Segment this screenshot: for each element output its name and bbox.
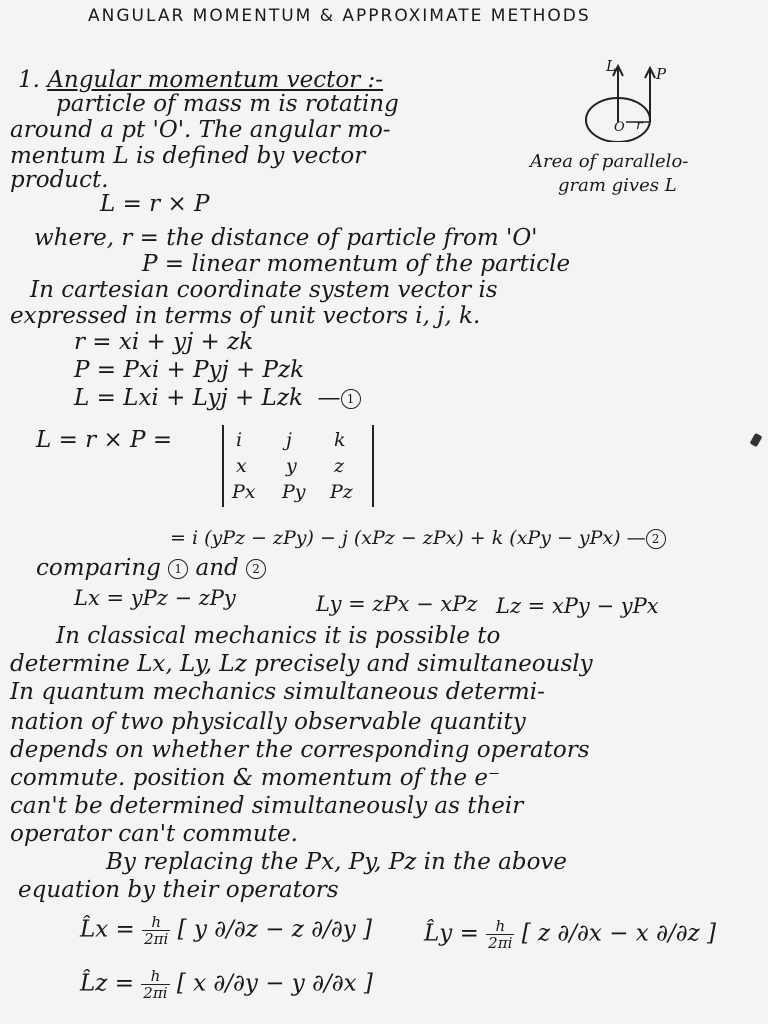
text-line: By replacing the Px, Py, Pz in the above: [106, 849, 568, 875]
equation-l-text: L = Lxi + Lyj + Lzk: [74, 385, 303, 411]
text-line: depends on whether the corresponding operators: [10, 737, 590, 763]
text-line: P = linear momentum of the particle: [142, 251, 571, 277]
figure-l-label: L: [606, 57, 616, 75]
figure-o-label: O: [614, 120, 625, 135]
section-number: 1.: [18, 67, 40, 93]
equation-ref-1: 1: [168, 559, 188, 579]
det-cell: i: [236, 429, 243, 451]
det-cell: y: [286, 455, 297, 477]
fraction-h-over-2pi: $\frac{h}{2\pi i}$: [143, 967, 168, 1002]
determinant-matrix: [222, 425, 374, 507]
fraction-h-over-2pi: $\frac{h}{2\pi i}$: [144, 913, 169, 948]
equation-lx: Lx = yPz − zPy: [74, 586, 236, 610]
text-line: In classical mechanics it is possible to: [56, 623, 501, 649]
operator-lz-lhs: L̂z =: [80, 970, 134, 997]
figure-r-label: r: [636, 118, 643, 133]
text-line: determine Lx, Ly, Lz precisely and simultaneously: [10, 651, 593, 677]
text-line: particle of mass m is rotating: [56, 91, 399, 117]
page-title: ANGULAR MOMENTUM & APPROXIMATE METHODS: [88, 6, 591, 26]
equation-number-2: 2: [646, 529, 666, 549]
text-line: operator can't commute.: [10, 821, 298, 847]
text-line: where, r = the distance of particle from 'O': [34, 225, 538, 251]
figure-p-label: P: [656, 65, 667, 83]
equation-ref-2: 2: [246, 559, 266, 579]
operator-lx-rhs: [ y ∂/∂z − z ∂/∂y ]: [177, 916, 373, 943]
equation-l-cross: L = r × P: [100, 191, 210, 217]
equation-p: P = Pxi + Pyj + Pzk: [74, 357, 305, 383]
equation-cross-product: L = r × P =: [36, 427, 173, 453]
det-cell: z: [334, 455, 345, 477]
figure-caption-line-1: Area of parallelo-: [530, 151, 689, 172]
det-cell: k: [334, 429, 346, 451]
text-line: In quantum mechanics simultaneous determi-: [10, 679, 545, 705]
equation-r: r = xi + yj + zk: [74, 329, 254, 355]
text-line: around a pt 'O'. The angular mo-: [10, 117, 391, 143]
equation-expansion: = i (yPz − zPy) − j (xPz − zPx) + k (xPy − yPx) — 2: [170, 524, 666, 552]
text-line: commute. position & momentum of the e⁻: [10, 765, 501, 791]
text-line: nation of two physically observable quantity: [10, 709, 526, 735]
det-cell: Pz: [330, 481, 353, 503]
comparing-and: and: [195, 555, 239, 581]
text-line: expressed in terms of unit vectors i, j, k.: [10, 303, 481, 329]
det-cell: Py: [282, 481, 306, 503]
det-cell: x: [236, 455, 247, 477]
det-cell: Px: [232, 481, 256, 503]
ink-blot: [750, 433, 763, 447]
det-cell: j: [286, 429, 292, 451]
text-line: mentum L is defined by vector: [10, 143, 366, 169]
equation-lz: Lz = xPy − yPx: [496, 594, 659, 618]
figure-caption-line-2: gram gives L: [558, 175, 677, 196]
fraction-h-over-2pi: $\frac{h}{2\pi i}$: [488, 917, 513, 952]
operator-ly-rhs: [ z ∂/∂x − x ∂/∂z ]: [521, 920, 717, 947]
section-heading-text: Angular momentum vector :-: [47, 67, 384, 93]
text-line: equation by their operators: [18, 877, 339, 903]
operator-lz: [80, 968, 373, 1001]
operator-lx-lhs: L̂x =: [80, 916, 135, 943]
angular-momentum-diagram: [560, 52, 710, 142]
operator-ly: [424, 918, 716, 951]
equation-expansion-text: = i (yPz − zPy) − j (xPz − zPx) + k (xPy − yPx): [170, 527, 621, 549]
operator-lz-rhs: [ x ∂/∂y − y ∂/∂x ]: [176, 970, 373, 997]
equation-l: L = Lxi + Lyj + Lzk — 1: [74, 384, 361, 412]
comparing-text: comparing: [36, 555, 161, 581]
text-line: can't be determined simultaneously as their: [10, 793, 524, 819]
equation-ly: Ly = zPx − xPz: [316, 592, 478, 616]
comparing-line: [36, 554, 266, 582]
operator-lx: [80, 914, 372, 947]
equation-number-1: 1: [341, 389, 361, 409]
operator-ly-lhs: L̂y =: [424, 920, 479, 947]
text-line: product.: [10, 167, 109, 193]
text-line: In cartesian coordinate system vector is: [30, 277, 498, 303]
